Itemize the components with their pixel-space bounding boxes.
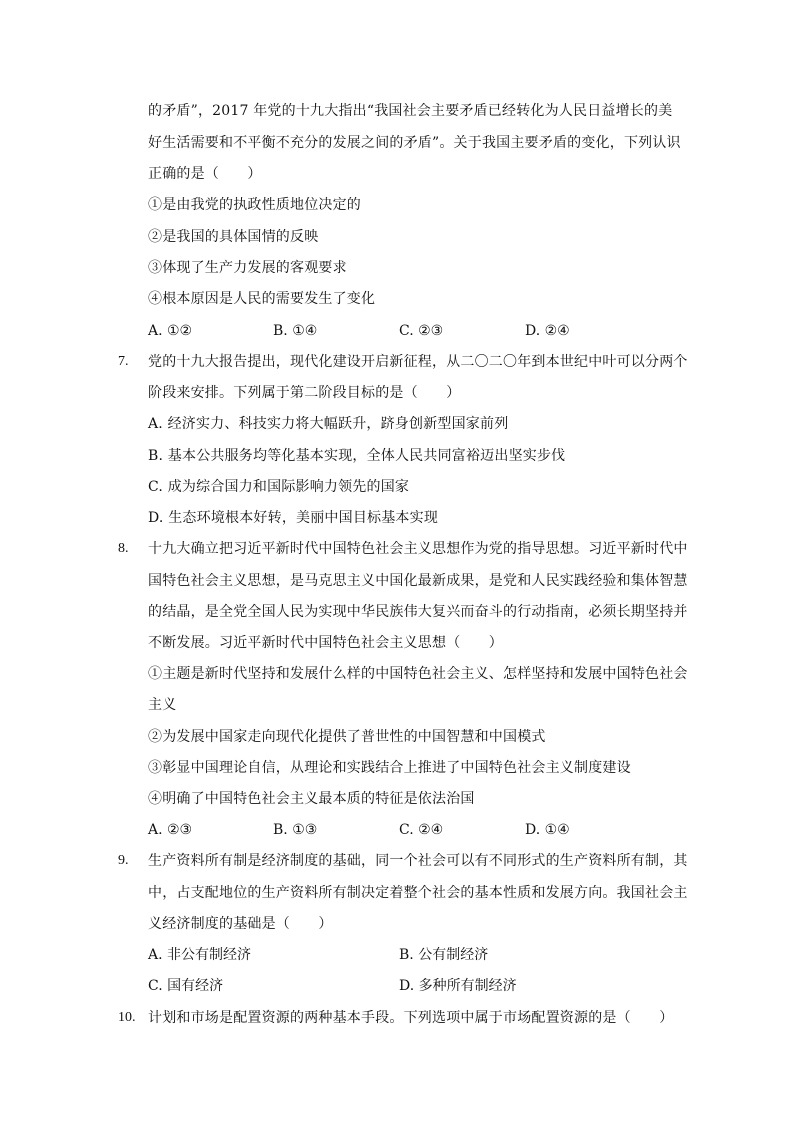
q8-number: 8. (118, 541, 129, 556)
q9-options-row-2 (148, 976, 668, 996)
q6-statement-1: ①是由我党的执政性质地位决定的 (148, 197, 361, 213)
q6-stem-line-2: 好生活需要和不平衡不充分的发展之间的矛盾”。关于我国主要矛盾的变化，下列认识 (148, 135, 681, 151)
q6-option-d[interactable]: D. ②④ (525, 323, 570, 339)
q6-option-c[interactable]: C. ②③ (399, 323, 444, 339)
q8-option-c[interactable]: C. ②④ (399, 822, 444, 838)
q9-stem-line-2: 中，占支配地位的生产资料所有制决定着整个社会的基本性质和发展方向。我国社会主 (148, 885, 688, 901)
q9-option-d[interactable]: D. 多种所有制经济 (399, 978, 517, 994)
q8-statement-1: ①主题是新时代坚持和发展什么样的中国特色社会主义、怎样坚持和发展中国特色社会 (148, 666, 688, 682)
q8-stem-line-4: 不断发展。习近平新时代中国特色社会主义思想（ ） (148, 635, 503, 651)
q9-options-row-1 (148, 945, 668, 965)
q7-option-a[interactable]: A. 经济实力、科技实力将大幅跃升，跻身创新型国家前列 (148, 416, 509, 432)
q9-option-a[interactable]: A. 非公有制经济 (148, 947, 252, 963)
q10-stem-line-1: 计划和市场是配置资源的两种基本手段。下列选项中属于市场配置资源的是（ ） (148, 1010, 674, 1026)
q8-statement-2: ②为发展中国家走向现代化提供了普世性的中国智慧和中国模式 (148, 729, 546, 745)
q8-statement-3: ③彰显中国理论自信，从理论和实践结合上推进了中国特色社会主义制度建设 (148, 760, 631, 776)
q9-stem-line-1: 生产资料所有制是经济制度的基础，同一个社会可以有不同形式的生产资料所有制，其 (148, 853, 688, 869)
q6-options (148, 321, 668, 341)
q7-option-c[interactable]: C. 成为综合国力和国际影响力领先的国家 (148, 479, 410, 495)
q10-number: 10. (118, 1010, 136, 1025)
q7-option-d[interactable]: D. 生态环境根本好转，美丽中国目标基本实现 (148, 510, 439, 526)
q8-option-d[interactable]: D. ①④ (525, 822, 570, 838)
q8-option-b[interactable]: B. ①③ (273, 822, 318, 838)
q7-stem-line-2: 阶段来安排。下列属于第二阶段目标的是（ ） (148, 385, 461, 401)
q8-statement-4: ④明确了中国特色社会主义最本质的特征是依法治国 (148, 791, 475, 807)
q6-option-a[interactable]: A. ①② (148, 323, 193, 339)
q7-option-b[interactable]: B. 基本公共服务均等化基本实现，全体人民共同富裕迈出坚实步伐 (148, 448, 566, 464)
q8-option-a[interactable]: A. ②③ (148, 822, 193, 838)
q6-option-b[interactable]: B. ①④ (273, 323, 318, 339)
q8-stem-line-1: 十九大确立把习近平新时代中国特色社会主义思想作为党的指导思想。习近平新时代中 (148, 541, 688, 557)
q8-statement-1-cont: 主义 (148, 697, 177, 713)
q6-statement-2: ②是我国的具体国情的反映 (148, 229, 319, 245)
q8-stem-line-2: 国特色社会主义思想，是马克思主义中国化最新成果，是党和人民实践经验和集体智慧 (148, 573, 688, 589)
q9-number: 9. (118, 853, 129, 868)
q7-stem-line-1: 党的十九大报告提出，现代化建设开启新征程，从二〇二〇年到本世纪中叶可以分两个 (148, 354, 688, 370)
q9-option-b[interactable]: B. 公有制经济 (399, 947, 489, 963)
q6-statement-3: ③体现了生产力发展的客观要求 (148, 260, 347, 276)
q7-number: 7. (118, 354, 129, 369)
q6-statement-4: ④根本原因是人民的需要发生了变化 (148, 291, 376, 307)
q9-option-c[interactable]: C. 国有经济 (148, 978, 224, 994)
q9-stem-line-3: 义经济制度的基础是（ ） (148, 916, 333, 932)
q8-options (148, 820, 668, 840)
q6-stem-line-3: 正确的是（ ） (148, 166, 262, 182)
q8-stem-line-3: 的结晶，是全党全国人民为实现中华民族伟大复兴而奋斗的行动指南，必须长期坚持并 (148, 604, 688, 620)
q6-stem-line-1: 的矛盾”，2017 年党的十九大指出“我国社会主要矛盾已经转化为人民日益增长的美 (148, 103, 673, 119)
